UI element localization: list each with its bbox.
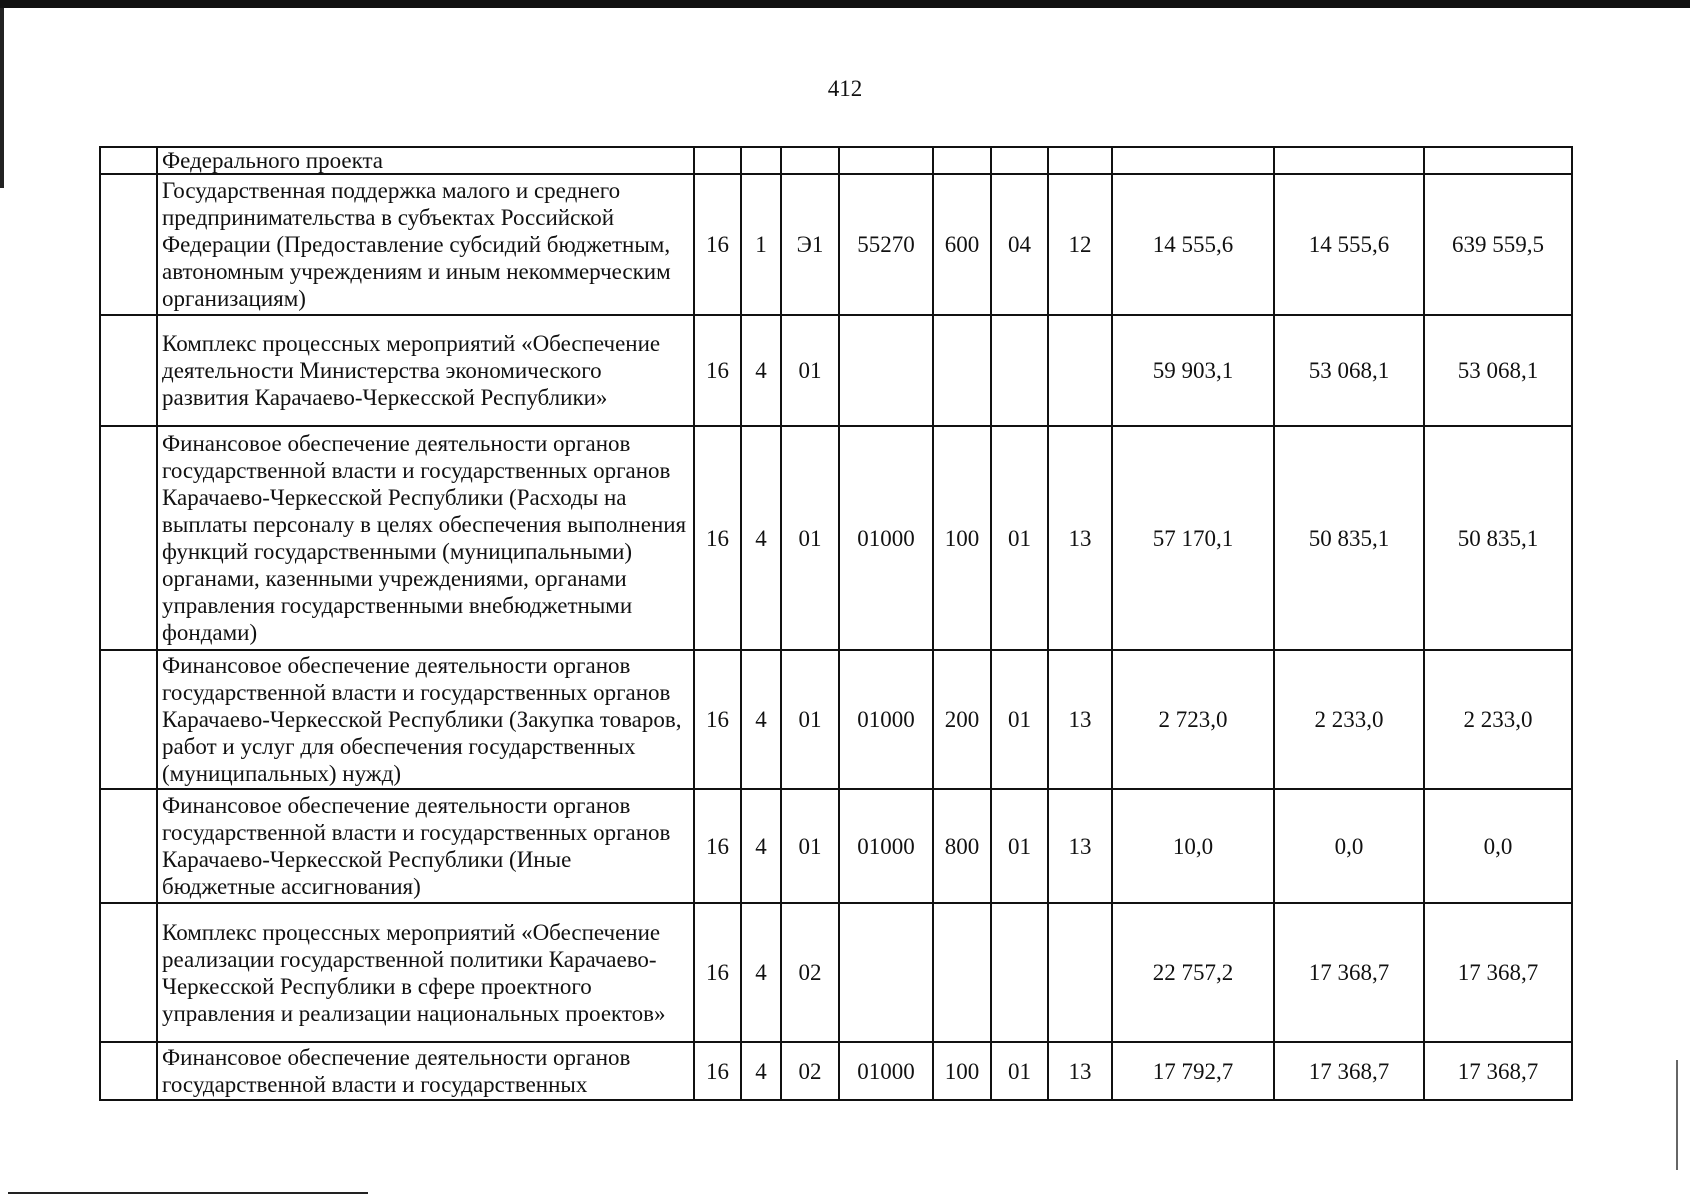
row-number-cell: [100, 903, 157, 1042]
amount-cell: 17 368,7: [1424, 1042, 1572, 1100]
amount-cell: 17 368,7: [1274, 1042, 1424, 1100]
subsection-cell: [1048, 315, 1112, 426]
amount-cell: 53 068,1: [1274, 315, 1424, 426]
code-cell: [933, 147, 991, 174]
table-row: [100, 315, 1572, 426]
amount-cell: 14 555,6: [1112, 174, 1274, 315]
table-row: [100, 174, 1572, 315]
amount-cell: [1424, 147, 1572, 174]
subprogram-code-cell: 1: [741, 174, 781, 315]
code-cell: [741, 147, 781, 174]
amount-cell: 2 723,0: [1112, 650, 1274, 789]
project-code-cell: 01: [781, 789, 839, 903]
subsection-cell: 13: [1048, 426, 1112, 650]
expense-type-cell: 600: [933, 174, 991, 315]
amount-cell: 0,0: [1424, 789, 1572, 903]
subprogram-code-cell: 4: [741, 789, 781, 903]
subsection-cell: 12: [1048, 174, 1112, 315]
project-code-cell: Э1: [781, 174, 839, 315]
direction-code-cell: [839, 903, 933, 1042]
item-name-cell: Финансовое обеспечение деятельности органов государственной власти и государственных: [157, 1042, 694, 1100]
section-cell: [991, 315, 1048, 426]
program-code-cell: 16: [694, 315, 741, 426]
project-code-cell: 01: [781, 426, 839, 650]
subsection-cell: 13: [1048, 789, 1112, 903]
amount-cell: 10,0: [1112, 789, 1274, 903]
table-row-continuation: [100, 147, 1572, 174]
amount-cell: 639 559,5: [1424, 174, 1572, 315]
direction-code-cell: 01000: [839, 426, 933, 650]
subprogram-code-cell: 4: [741, 426, 781, 650]
scan-margin-mark: [1676, 1060, 1678, 1170]
table-row: [100, 903, 1572, 1042]
budget-table: [99, 146, 1573, 1101]
project-code-cell: 01: [781, 650, 839, 789]
direction-code-cell: 01000: [839, 1042, 933, 1100]
table-row: [100, 426, 1572, 650]
amount-cell: 57 170,1: [1112, 426, 1274, 650]
code-cell: [839, 147, 933, 174]
subprogram-code-cell: 4: [741, 1042, 781, 1100]
row-number-cell: [100, 147, 157, 174]
subsection-cell: 13: [1048, 650, 1112, 789]
code-cell: [1048, 147, 1112, 174]
amount-cell: 59 903,1: [1112, 315, 1274, 426]
row-number-cell: [100, 789, 157, 903]
item-name-cell: Комплекс процессных мероприятий «Обеспечение деятельности Министерства экономического развития Карачаево-Черкесской Республики»: [157, 315, 694, 426]
section-cell: 01: [991, 1042, 1048, 1100]
amount-cell: 50 835,1: [1274, 426, 1424, 650]
direction-code-cell: [839, 315, 933, 426]
subprogram-code-cell: 4: [741, 903, 781, 1042]
amount-cell: 14 555,6: [1274, 174, 1424, 315]
expense-type-cell: 100: [933, 1042, 991, 1100]
item-name-cell: Финансовое обеспечение деятельности органов государственной власти и государственных органов Карачаево-Черкесской Республики (Расходы на выплаты персоналу в целях обеспечения выполнения функций государственными (муниципальными) органами, казенными учреждениями, органами управления государственными внебюджетными фондами): [157, 426, 694, 650]
subprogram-code-cell: 4: [741, 315, 781, 426]
project-code-cell: 01: [781, 315, 839, 426]
table-row: [100, 1042, 1572, 1100]
expense-type-cell: 200: [933, 650, 991, 789]
amount-cell: [1274, 147, 1424, 174]
direction-code-cell: 01000: [839, 789, 933, 903]
section-cell: 01: [991, 426, 1048, 650]
amount-cell: 50 835,1: [1424, 426, 1572, 650]
amount-cell: 17 368,7: [1274, 903, 1424, 1042]
item-name-cell: Финансовое обеспечение деятельности органов государственной власти и государственных органов Карачаево-Черкесской Республики (Закупка товаров, работ и услуг для обеспечения государственных (муниципальных) нужд): [157, 650, 694, 789]
program-code-cell: 16: [694, 650, 741, 789]
subprogram-code-cell: 4: [741, 650, 781, 789]
amount-cell: 17 368,7: [1424, 903, 1572, 1042]
section-cell: 01: [991, 650, 1048, 789]
amount-cell: 22 757,2: [1112, 903, 1274, 1042]
code-cell: [781, 147, 839, 174]
item-name-cell: Федерального проекта: [157, 147, 694, 174]
expense-type-cell: [933, 315, 991, 426]
row-number-cell: [100, 174, 157, 315]
amount-cell: 17 792,7: [1112, 1042, 1274, 1100]
program-code-cell: 16: [694, 1042, 741, 1100]
item-name-cell: Государственная поддержка малого и среднего предпринимательства в субъектах Российской Федерации (Предоставление субсидий бюджетным, автономным учреждениям и иным некоммерческим организациям): [157, 174, 694, 315]
direction-code-cell: 55270: [839, 174, 933, 315]
program-code-cell: 16: [694, 174, 741, 315]
program-code-cell: 16: [694, 789, 741, 903]
code-cell: [694, 147, 741, 174]
row-number-cell: [100, 650, 157, 789]
program-code-cell: 16: [694, 903, 741, 1042]
table-row: [100, 650, 1572, 789]
row-number-cell: [100, 1042, 157, 1100]
amount-cell: 53 068,1: [1424, 315, 1572, 426]
table-row: [100, 789, 1572, 903]
item-name-cell: Финансовое обеспечение деятельности органов государственной власти и государственных органов Карачаево-Черкесской Республики (Иные бюджетные ассигнования): [157, 789, 694, 903]
expense-type-cell: 100: [933, 426, 991, 650]
amount-cell: 2 233,0: [1274, 650, 1424, 789]
page-number: 412: [827, 76, 863, 101]
project-code-cell: 02: [781, 903, 839, 1042]
program-code-cell: 16: [694, 426, 741, 650]
amount-cell: [1112, 147, 1274, 174]
section-cell: 04: [991, 174, 1048, 315]
item-name-cell: Комплекс процессных мероприятий «Обеспечение реализации государственной политики Карачаево-Черкесской Республики в сфере проектного управления и реализации национальных проектов»: [157, 903, 694, 1042]
subsection-cell: [1048, 903, 1112, 1042]
subsection-cell: 13: [1048, 1042, 1112, 1100]
expense-type-cell: [933, 903, 991, 1042]
footnote-rule: [8, 1192, 368, 1194]
section-cell: [991, 903, 1048, 1042]
row-number-cell: [100, 426, 157, 650]
expense-type-cell: 800: [933, 789, 991, 903]
amount-cell: 0,0: [1274, 789, 1424, 903]
scan-border-top: [0, 0, 1690, 8]
project-code-cell: 02: [781, 1042, 839, 1100]
direction-code-cell: 01000: [839, 650, 933, 789]
row-number-cell: [100, 315, 157, 426]
section-cell: 01: [991, 789, 1048, 903]
code-cell: [991, 147, 1048, 174]
amount-cell: 2 233,0: [1424, 650, 1572, 789]
